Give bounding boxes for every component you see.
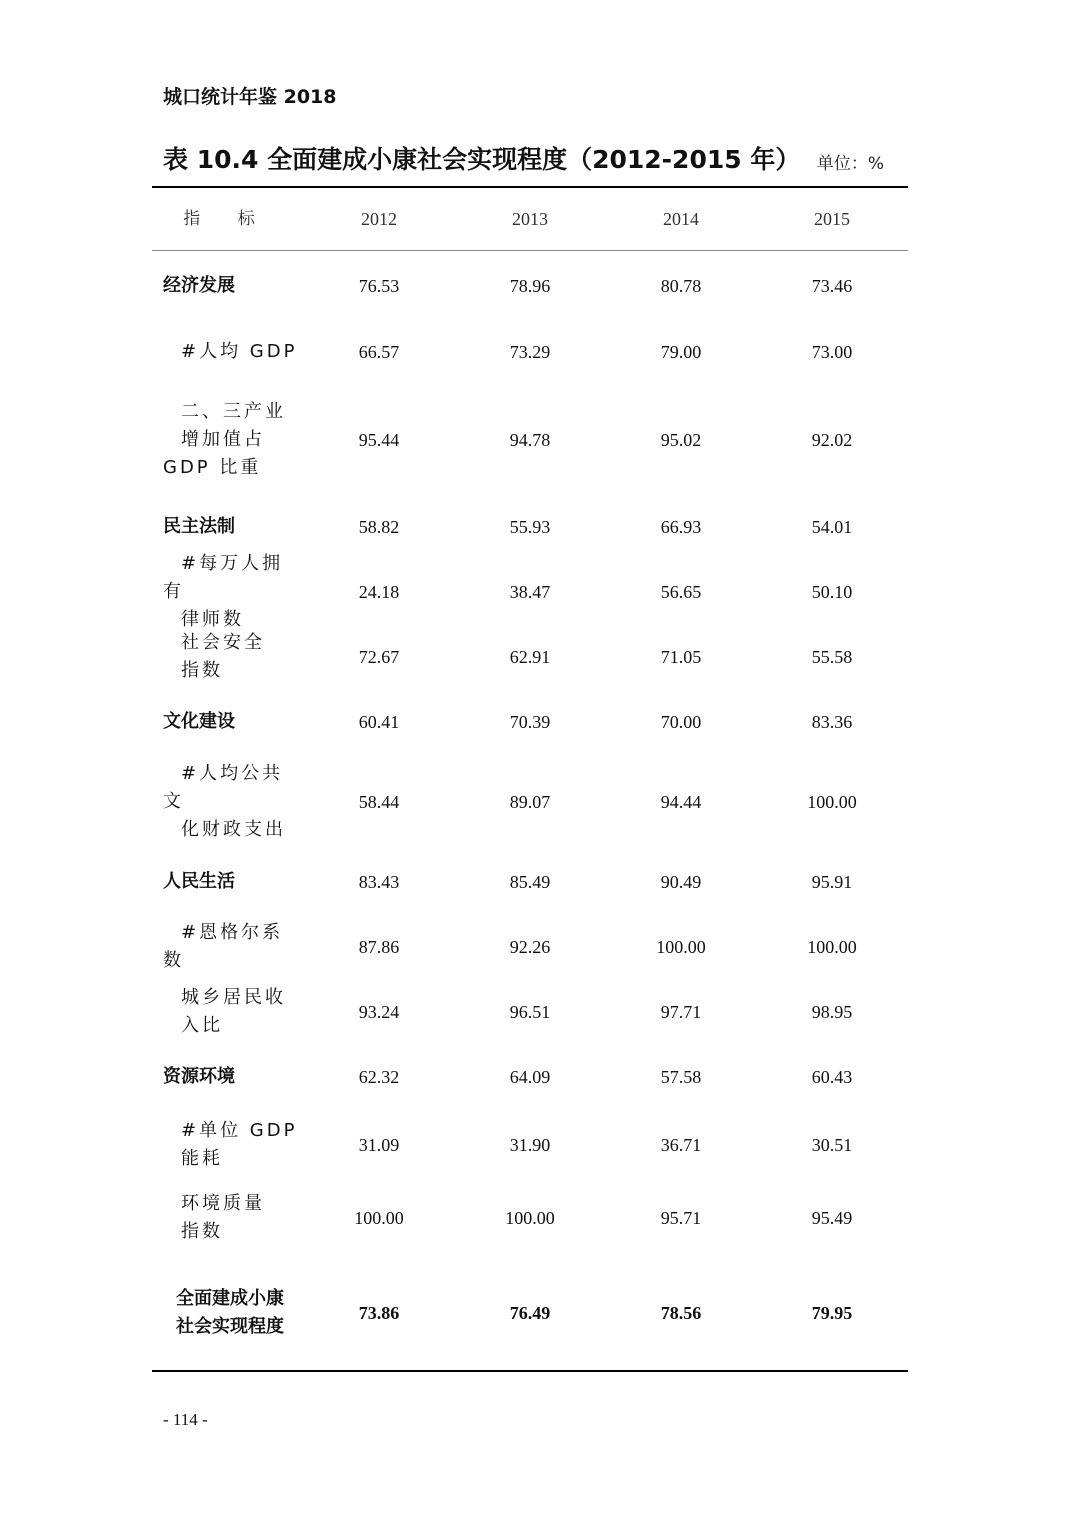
value-cell-2015: 54.01 xyxy=(811,516,853,537)
value-cell-2015: 83.36 xyxy=(811,711,853,732)
value-cell-2012: 31.09 xyxy=(358,1134,400,1155)
value-cell-2012: 66.57 xyxy=(358,341,400,362)
row-label: #恩格尔系数 xyxy=(163,922,284,971)
row-label: #人均 GDP xyxy=(181,341,298,362)
category-row xyxy=(152,1053,908,1101)
value-cell-2012: 73.86 xyxy=(358,1302,400,1323)
indicator-row xyxy=(152,627,908,687)
value-cell-2014: 78.56 xyxy=(660,1302,702,1323)
value-cell-2013: 76.49 xyxy=(509,1302,551,1323)
indicator-row xyxy=(152,1188,908,1248)
value-cell-2015: 100.00 xyxy=(807,936,857,957)
value-cell-2014: 57.58 xyxy=(660,1066,702,1087)
value-cell-2012: 62.32 xyxy=(358,1066,400,1087)
value-cell-2012: 87.86 xyxy=(358,936,400,957)
value-cell-2014: 94.44 xyxy=(660,791,702,812)
value-cell-2014: 100.00 xyxy=(656,936,706,957)
value-cell-2014: 97.71 xyxy=(660,1001,702,1022)
value-cell-2013: 85.49 xyxy=(509,871,551,892)
value-cell-2014: 80.78 xyxy=(660,275,702,296)
col-header-2013: 2013 xyxy=(512,209,548,229)
category-row xyxy=(152,262,908,310)
value-cell-2014: 70.00 xyxy=(660,711,702,732)
col-header-2015: 2015 xyxy=(814,209,850,229)
row-label: 全面建成小康 社会实现程度 xyxy=(176,1288,284,1337)
value-cell-2012: 95.44 xyxy=(358,429,400,450)
col-header-2014: 2014 xyxy=(663,209,699,229)
value-cell-2014: 66.93 xyxy=(660,516,702,537)
value-cell-2013: 64.09 xyxy=(509,1066,551,1087)
value-cell-2012: 93.24 xyxy=(358,1001,400,1022)
running-head: 城口统计年鉴 2018 xyxy=(163,86,337,108)
indicator-row xyxy=(152,982,908,1042)
indicator-row xyxy=(152,328,908,376)
value-cell-2015: 95.91 xyxy=(811,871,853,892)
category-row xyxy=(152,858,908,906)
value-cell-2012: 72.67 xyxy=(358,646,400,667)
row-label: #人均公共文 化财政支出 xyxy=(163,763,286,840)
value-cell-2013: 70.39 xyxy=(509,711,551,732)
value-cell-2015: 95.49 xyxy=(811,1207,853,1228)
value-cell-2013: 55.93 xyxy=(509,516,551,537)
value-cell-2015: 73.00 xyxy=(811,341,853,362)
value-cell-2013: 100.00 xyxy=(505,1207,555,1228)
value-cell-2015: 79.95 xyxy=(811,1302,853,1323)
value-cell-2012: 83.43 xyxy=(358,871,400,892)
table-title: 表 10.4 全面建成小康社会实现程度（2012-2015 年） xyxy=(163,145,801,174)
header-rule xyxy=(152,250,908,251)
value-cell-2013: 38.47 xyxy=(509,581,551,602)
value-cell-2013: 62.91 xyxy=(509,646,551,667)
indicator-row xyxy=(152,923,908,971)
row-label: 城乡居民收 入比 xyxy=(181,987,286,1036)
row-label: #每万人拥有 律师数 xyxy=(163,553,284,630)
category-row xyxy=(152,698,908,746)
value-cell-2014: 71.05 xyxy=(660,646,702,667)
value-cell-2014: 36.71 xyxy=(660,1134,702,1155)
col-header-indicator: 指 标 xyxy=(183,209,271,229)
indicator-row xyxy=(152,1115,908,1175)
value-cell-2014: 79.00 xyxy=(660,341,702,362)
title-row xyxy=(163,140,908,180)
row-label: 民主法制 xyxy=(163,516,235,537)
value-cell-2014: 95.02 xyxy=(660,429,702,450)
value-cell-2015: 73.46 xyxy=(811,275,853,296)
value-cell-2012: 58.44 xyxy=(358,791,400,812)
value-cell-2013: 78.96 xyxy=(509,275,551,296)
unit-label: 单位：% xyxy=(816,154,884,174)
value-cell-2014: 95.71 xyxy=(660,1207,702,1228)
value-cell-2015: 98.95 xyxy=(811,1001,853,1022)
value-cell-2014: 56.65 xyxy=(660,581,702,602)
row-label: 资源环境 xyxy=(163,1066,235,1087)
value-cell-2015: 30.51 xyxy=(811,1134,853,1155)
value-cell-2013: 96.51 xyxy=(509,1001,551,1022)
table-header xyxy=(152,188,908,250)
row-label: 二、三产业 增加值占 GDP 比重 xyxy=(163,401,286,478)
value-cell-2013: 73.29 xyxy=(509,341,551,362)
total-row xyxy=(152,1280,908,1346)
page-number: - 114 - xyxy=(163,1410,208,1429)
value-cell-2013: 31.90 xyxy=(509,1134,551,1155)
indicator-row xyxy=(152,400,908,480)
indicator-row xyxy=(152,763,908,840)
value-cell-2015: 92.02 xyxy=(811,429,853,450)
value-cell-2014: 90.49 xyxy=(660,871,702,892)
value-cell-2015: 50.10 xyxy=(811,581,853,602)
row-label: 人民生活 xyxy=(163,871,235,892)
value-cell-2012: 58.82 xyxy=(358,516,400,537)
value-cell-2013: 94.78 xyxy=(509,429,551,450)
indicator-row xyxy=(152,553,908,630)
value-cell-2012: 100.00 xyxy=(354,1207,404,1228)
row-label: 经济发展 xyxy=(163,275,235,296)
row-label: 文化建设 xyxy=(163,711,235,732)
value-cell-2012: 76.53 xyxy=(358,275,400,296)
row-label: 环境质量 指数 xyxy=(181,1193,265,1242)
row-label: 社会安全 指数 xyxy=(181,632,265,681)
value-cell-2013: 89.07 xyxy=(509,791,551,812)
row-label: #单位 GDP 能耗 xyxy=(181,1120,298,1169)
value-cell-2015: 55.58 xyxy=(811,646,853,667)
value-cell-2012: 60.41 xyxy=(358,711,400,732)
category-row xyxy=(152,503,908,551)
value-cell-2012: 24.18 xyxy=(358,581,400,602)
col-header-2012: 2012 xyxy=(361,209,397,229)
value-cell-2015: 60.43 xyxy=(811,1066,853,1087)
bottom-rule xyxy=(152,1370,908,1372)
value-cell-2015: 100.00 xyxy=(807,791,857,812)
value-cell-2013: 92.26 xyxy=(509,936,551,957)
